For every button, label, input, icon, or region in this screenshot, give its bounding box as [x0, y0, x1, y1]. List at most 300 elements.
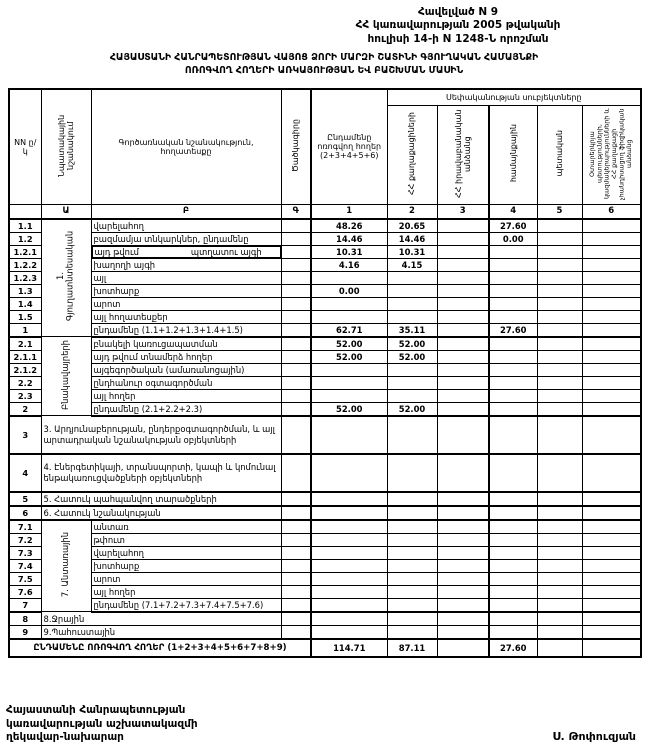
code-cell [281, 389, 311, 402]
row-number-cell: 4 [9, 454, 41, 492]
value-cell: 4.15 [387, 258, 437, 271]
row-number-cell: 7.6 [9, 585, 41, 598]
value-cell [311, 572, 387, 585]
row-label-cell: բնակելի կառուցապատման [91, 337, 281, 351]
code-cell [281, 520, 311, 534]
value-cell [437, 310, 489, 323]
code-cell [281, 546, 311, 559]
annex-line: հուլիսի 14-ի N 1248-Ն որոշման [367, 32, 549, 45]
value-cell [582, 598, 641, 612]
value-cell [582, 258, 641, 271]
value-cell [489, 416, 537, 454]
value-cell: 27.60 [489, 323, 537, 337]
value-cell [387, 310, 437, 323]
table-row [9, 520, 641, 534]
row-number-cell: 1.2.2 [9, 258, 41, 271]
row-label-cell: թփուտ [91, 533, 281, 546]
row-number-cell: 7.1 [9, 520, 41, 534]
row-number-cell: 6 [9, 506, 41, 520]
col-header-foreign [582, 105, 641, 204]
code-cell [281, 625, 311, 639]
footer-line: Հայաստանի Հանրապետության [6, 704, 186, 716]
value-cell [437, 612, 489, 626]
row-number-cell: 2 [9, 402, 41, 416]
annex-line: ՀՀ կառավարության 2005 թվականի [355, 19, 561, 32]
value-cell [387, 598, 437, 612]
row-label-cell: 6. Հատուկ նշանակության [41, 506, 281, 520]
letter-cell: 1 [311, 204, 387, 219]
value-cell [387, 520, 437, 534]
value-cell [437, 284, 489, 297]
title-line: ՈՌՈԳՎՈՂ ՀՈՂԵՐԻ ԱՌԿԱՅՈՒԹՅԱՆ ԵՎ ԲԱՇԽՄԱՆ ՄԱՍԻՆ [184, 64, 464, 76]
value-cell [582, 389, 641, 402]
code-cell [281, 492, 311, 506]
value-cell [311, 598, 387, 612]
value-cell [387, 363, 437, 376]
value-cell [582, 245, 641, 258]
value-cell [489, 612, 537, 626]
value-cell [387, 492, 437, 506]
value-cell [582, 533, 641, 546]
column-letters-row [9, 204, 641, 219]
code-header-label: Ծածկագիրը [291, 119, 301, 173]
value-cell [489, 559, 537, 572]
letter-cell: 4 [489, 204, 537, 219]
value-cell [437, 492, 489, 506]
value-cell [489, 402, 537, 416]
value-cell [311, 271, 387, 284]
value-cell [489, 258, 537, 271]
grand-total-row [9, 639, 641, 657]
group-label-cell [41, 219, 91, 337]
value-cell: 0.00 [311, 284, 387, 297]
row-label-cell: անտառ [91, 520, 281, 534]
row-number-cell: 8 [9, 612, 41, 626]
table-row [9, 284, 641, 297]
table-row [9, 310, 641, 323]
value-cell [537, 232, 582, 245]
ownership-span-header: Սեփականության սուբյեկտները [387, 89, 641, 105]
value-cell [437, 350, 489, 363]
value-cell [437, 232, 489, 245]
value-cell: 20.65 [387, 219, 437, 233]
table-row [9, 454, 641, 492]
annex-reference [288, 6, 628, 46]
letter-cell: Ա [41, 204, 91, 219]
value-cell [489, 363, 537, 376]
value-cell: 52.00 [387, 350, 437, 363]
value-cell [537, 546, 582, 559]
value-cell [437, 389, 489, 402]
value-cell [582, 284, 641, 297]
value-cell [489, 389, 537, 402]
value-cell [489, 271, 537, 284]
row-label-cell: ընդհանուր օգտագործման [91, 376, 281, 389]
footer-line: ղեկավար-նախարար [6, 731, 124, 744]
value-cell [387, 533, 437, 546]
code-cell [281, 598, 311, 612]
col-header-purpose [41, 89, 91, 204]
row-label-cell: ընդամենը (2.1+2.2+2.3) [91, 402, 281, 416]
value-cell [311, 612, 387, 626]
row-label-cell: այդ թվում տնամերձ հողեր [91, 350, 281, 363]
code-cell [281, 559, 311, 572]
value-cell [311, 585, 387, 598]
grand-total-label-cell: ԸՆԴԱՄԵՆԸ ՈՌՈԳՎՈՂ ՀՈՂԵՐ (1+2+3+4+5+6+7+8+9) [9, 639, 311, 657]
value-cell [387, 376, 437, 389]
col-header-legal-entities [437, 105, 489, 204]
value-cell [582, 625, 641, 639]
table-row [9, 258, 641, 271]
code-cell [281, 585, 311, 598]
value-cell [311, 389, 387, 402]
value-cell: 27.60 [489, 639, 537, 657]
value-cell [537, 598, 582, 612]
section-total-row [9, 323, 641, 337]
row-label-cell [92, 246, 281, 258]
table-row [9, 219, 641, 233]
value-cell: 87.11 [387, 639, 437, 657]
value-cell [537, 245, 582, 258]
row-label-cell: այլ հողեր [91, 585, 281, 598]
value-cell [489, 454, 537, 492]
row-label-cell: 9.Պահուստային [41, 625, 281, 639]
row-label-cell: վարելահող [91, 219, 281, 233]
row-number-cell: 2.1.2 [9, 363, 41, 376]
value-cell [387, 284, 437, 297]
section-total-row [9, 402, 641, 416]
value-cell [387, 271, 437, 284]
value-cell [537, 585, 582, 598]
value-cell: 10.31 [387, 245, 437, 258]
value-cell [582, 572, 641, 585]
irrigated-lands-table [8, 88, 642, 658]
code-cell [281, 506, 311, 520]
value-cell [437, 219, 489, 233]
table-row [9, 337, 641, 351]
row-label-cell: արոտ [91, 572, 281, 585]
value-cell: 52.00 [311, 402, 387, 416]
row-label-cell: արոտ [91, 297, 281, 310]
table-row [9, 533, 641, 546]
value-cell [582, 559, 641, 572]
code-cell [281, 310, 311, 323]
value-cell [537, 612, 582, 626]
value-cell [489, 350, 537, 363]
code-cell [281, 350, 311, 363]
value-cell [311, 625, 387, 639]
value-cell [387, 625, 437, 639]
row-label-part: այդ թվում [94, 246, 139, 257]
value-cell [537, 492, 582, 506]
row-label-cell: բազմամյա տնկարկներ, ընդամենը [91, 232, 281, 245]
code-cell [281, 376, 311, 389]
col-header-state [537, 105, 582, 204]
value-cell [437, 454, 489, 492]
group-label-cell [41, 337, 91, 416]
legal-entities-header-label: ՀՀ իրավաբանական անձանց [453, 109, 472, 198]
row-number-cell: 1.4 [9, 297, 41, 310]
value-cell [387, 612, 437, 626]
value-cell [489, 533, 537, 546]
row-number-cell: 7.5 [9, 572, 41, 585]
letter-cell: Բ [91, 204, 281, 219]
table-row [9, 363, 641, 376]
value-cell [489, 598, 537, 612]
value-cell [437, 572, 489, 585]
table-row [9, 232, 641, 245]
value-cell [311, 454, 387, 492]
col-header-code [281, 89, 311, 204]
letter-cell: Գ [281, 204, 311, 219]
value-cell [489, 506, 537, 520]
value-cell [437, 376, 489, 389]
code-cell [281, 284, 311, 297]
value-cell [537, 572, 582, 585]
value-cell [437, 506, 489, 520]
group-label: 7. Անտառային [60, 531, 71, 598]
row-number-cell: 1.2 [9, 232, 41, 245]
value-cell [582, 350, 641, 363]
value-cell [489, 520, 537, 534]
value-cell [489, 310, 537, 323]
value-cell [311, 559, 387, 572]
value-cell [537, 520, 582, 534]
row-label-cell: խոտհարք [91, 284, 281, 297]
row-number-cell: 7.3 [9, 546, 41, 559]
table-row [9, 297, 641, 310]
code-cell [281, 323, 311, 337]
col-header-community [489, 105, 537, 204]
land-table-body [9, 204, 641, 657]
value-cell [437, 585, 489, 598]
value-cell [489, 297, 537, 310]
letter-cell: 6 [582, 204, 641, 219]
value-cell [537, 625, 582, 639]
value-cell [387, 389, 437, 402]
value-cell [437, 271, 489, 284]
code-cell [281, 416, 311, 454]
row-label-cell: այլ հողատեսքեր [91, 310, 281, 323]
row-label-cell: 5. Հատուկ պահպանվող տարածքների [41, 492, 281, 506]
value-cell: 4.16 [311, 258, 387, 271]
value-cell [582, 454, 641, 492]
value-cell [437, 533, 489, 546]
value-cell [582, 612, 641, 626]
row-label-cell: 8.Ջրային [41, 612, 281, 626]
value-cell [582, 271, 641, 284]
value-cell [582, 363, 641, 376]
value-cell: 0.00 [489, 232, 537, 245]
row-number-cell: 2.1.1 [9, 350, 41, 363]
row-number-cell: 9 [9, 625, 41, 639]
value-cell: 52.00 [387, 337, 437, 351]
row-number-cell: 2.2 [9, 376, 41, 389]
value-cell [537, 454, 582, 492]
table-row [9, 416, 641, 454]
value-cell [582, 520, 641, 534]
title-line: ՀԱՅԱՍՏԱՆԻ ՀԱՆՐԱՊԵՏՈՒԹՅԱՆ ՎԱՅՈՑ ՁՈՐԻ ՄԱՐԶԻ ՇԱՏԻՆԻ ԳՅՈՒՂԱԿԱՆ ՀԱՄԱՅՆՔԻ [109, 52, 539, 63]
header-row-top [9, 89, 641, 105]
value-cell [489, 625, 537, 639]
value-cell: 52.00 [311, 350, 387, 363]
col-header-functional: Գործառնական նշանակություն, հողատեսքը [91, 89, 281, 204]
code-cell [281, 402, 311, 416]
code-cell [281, 219, 311, 233]
value-cell [582, 492, 641, 506]
value-cell: 52.00 [311, 337, 387, 351]
row-label-cell: խոտհարք [91, 559, 281, 572]
value-cell [311, 492, 387, 506]
row-number-cell: 7.2 [9, 533, 41, 546]
footer-signatory-title [6, 704, 198, 745]
value-cell [489, 337, 537, 351]
value-cell [437, 416, 489, 454]
signature-name: Ս. Թոփուզյան [552, 730, 636, 743]
foreign-header-label: Օտարերկրյա պետությունների, կազմակերպությունների և ՀՀ քաղաքացի չհանդիսացող ֆիզիկական անձանց [588, 107, 633, 200]
group-label: 1. Գյուղատնտեսական [55, 231, 75, 322]
value-cell [537, 639, 582, 657]
value-cell [437, 258, 489, 271]
value-cell [537, 297, 582, 310]
value-cell [537, 337, 582, 351]
code-cell [281, 363, 311, 376]
value-cell [437, 245, 489, 258]
code-cell [281, 572, 311, 585]
row-label-cell: ընդամենը (1.1+1.2+1.3+1.4+1.5) [91, 323, 281, 337]
value-cell [387, 559, 437, 572]
value-cell [489, 492, 537, 506]
code-cell [281, 337, 311, 351]
col-header-citizens [387, 105, 437, 204]
value-cell [489, 245, 537, 258]
value-cell [311, 520, 387, 534]
table-row [9, 625, 641, 639]
value-cell [311, 310, 387, 323]
value-cell [537, 389, 582, 402]
value-cell [387, 572, 437, 585]
table-row [9, 350, 641, 363]
value-cell [537, 533, 582, 546]
value-cell [489, 376, 537, 389]
value-cell [582, 323, 641, 337]
value-cell: 27.60 [489, 219, 537, 233]
section-total-row [9, 598, 641, 612]
value-cell: 48.26 [311, 219, 387, 233]
code-cell [281, 271, 311, 284]
row-label-cell: այլ [91, 271, 281, 284]
value-cell: 62.71 [311, 323, 387, 337]
value-cell [437, 323, 489, 337]
value-cell [582, 585, 641, 598]
value-cell [537, 258, 582, 271]
value-cell [582, 416, 641, 454]
value-cell [387, 416, 437, 454]
value-cell [537, 284, 582, 297]
row-number-cell: 1 [9, 323, 41, 337]
value-cell [437, 639, 489, 657]
value-cell [537, 310, 582, 323]
value-cell [437, 546, 489, 559]
value-cell [489, 585, 537, 598]
row-number-cell: 1.1 [9, 219, 41, 233]
table-row [9, 572, 641, 585]
code-cell [281, 454, 311, 492]
row-label-cell: այգեգործական (ամառանոցային) [91, 363, 281, 376]
value-cell [537, 416, 582, 454]
row-number-cell: 2.1 [9, 337, 41, 351]
letter-cell: 3 [437, 204, 489, 219]
annex-line: Հավելված N 9 [417, 6, 499, 18]
value-cell: 35.11 [387, 323, 437, 337]
community-header-label: համայնքային [508, 124, 518, 183]
footer-line: կառավարության աշխատակազմի [6, 717, 198, 730]
value-cell [537, 219, 582, 233]
table-row [9, 245, 641, 258]
value-cell [437, 297, 489, 310]
value-cell: 52.00 [387, 402, 437, 416]
row-label-cell: այլ հողեր [91, 389, 281, 402]
value-cell [387, 454, 437, 492]
group-label: Բնակավայրերի [60, 339, 71, 410]
value-cell [489, 572, 537, 585]
value-cell [311, 297, 387, 310]
row-label-cell: վարելահող [91, 546, 281, 559]
value-cell [582, 337, 641, 351]
value-cell [437, 598, 489, 612]
code-cell [281, 533, 311, 546]
value-cell [582, 232, 641, 245]
value-cell [437, 402, 489, 416]
value-cell [437, 625, 489, 639]
col-header-total: Ընդամենը ոռոգվող հողեր (2+3+4+5+6) [311, 89, 387, 204]
value-cell [582, 506, 641, 520]
code-cell [281, 258, 311, 271]
value-cell [437, 559, 489, 572]
value-cell: 14.46 [311, 232, 387, 245]
value-cell [582, 297, 641, 310]
row-number-cell: 7.4 [9, 559, 41, 572]
value-cell [387, 546, 437, 559]
value-cell [537, 559, 582, 572]
value-cell [537, 350, 582, 363]
value-cell [489, 546, 537, 559]
row-label-cell: 4. Էներգետիկայի, տրանսպորտի, կապի և կոմունալ ենթակառուցվածքների օբյեկտների [41, 454, 281, 492]
state-header-label: պետական [554, 130, 564, 177]
value-cell [437, 363, 489, 376]
value-cell [582, 219, 641, 233]
value-cell [537, 323, 582, 337]
code-cell [281, 297, 311, 310]
table-row [9, 506, 641, 520]
row-number-cell: 5 [9, 492, 41, 506]
value-cell [537, 363, 582, 376]
row-number-cell: 7 [9, 598, 41, 612]
code-cell [281, 612, 311, 626]
row-label-cell: ընդամենը (7.1+7.2+7.3+7.4+7.5+7.6) [91, 598, 281, 612]
table-row [9, 546, 641, 559]
value-cell [537, 506, 582, 520]
row-number-cell: 1.5 [9, 310, 41, 323]
value-cell [311, 533, 387, 546]
value-cell [537, 271, 582, 284]
value-cell: 114.71 [311, 639, 387, 657]
value-cell: 14.46 [387, 232, 437, 245]
table-row [9, 376, 641, 389]
value-cell [311, 376, 387, 389]
table-row [9, 389, 641, 402]
document-title [4, 52, 644, 77]
